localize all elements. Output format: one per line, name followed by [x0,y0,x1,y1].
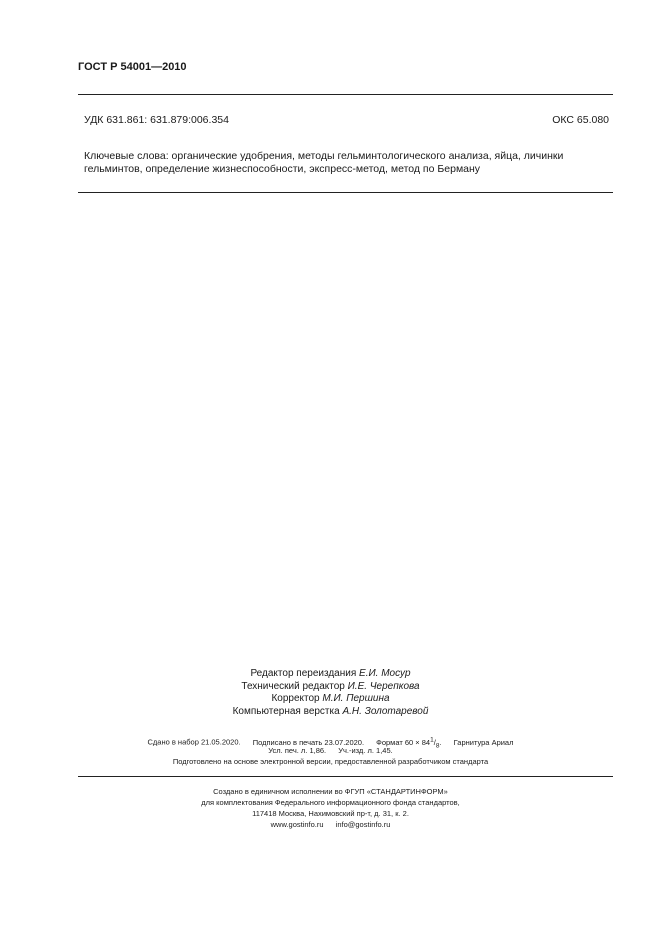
credit-layout-label: Компьютерная верстка [232,705,340,717]
standard-number: ГОСТ Р 54001—2010 [78,61,187,73]
credit-editor [0,668,661,681]
imprint-format: Формат $60 \times 84^1/_8$. [376,736,442,749]
credit-layout [0,706,661,719]
credit-tech-editor [0,681,661,694]
credit-corrector-label: Корректор [271,693,320,704]
credit-corrector-name: М.И. Першина [322,693,390,704]
udk-code: УДК 631.861: 631.879:006.354 [84,114,229,126]
publisher-website-link[interactable]: www.gostinfo.ru [270,820,324,829]
imprint-divider [78,776,613,777]
imprint-prepared: Подготовлено на основе электронной версии, предоставленной разработчиком стандарта [172,757,489,766]
publisher-email-link[interactable]: info@gostinfo.ru [335,820,391,829]
imprint-format-denominator: 8 [435,742,440,749]
credit-tech-editor-label: Технический редактор [241,680,345,692]
credit-tech-editor-name: И.Е. Черепкова [347,680,420,692]
publisher-contacts [0,819,661,830]
credit-corrector [0,693,661,706]
keywords-block [84,150,610,176]
imprint-format-numerator: 1 [430,736,434,743]
imprint-submitted: Сдано в набор 21.05.2020. [147,737,241,747]
imprint-typeface: Гарнитура Ариал [453,737,514,747]
publisher-line-1: Создано в единичном исполнении во ФГУП «СТАНДАРТИНФОРМ» [213,787,448,796]
keywords-line-2: гельминтов, определение жизнеспособности, экспресс-метод, метод по Берману [84,163,481,175]
credit-editor-label: Редактор переиздания [250,668,357,679]
keywords-divider [78,192,613,193]
imprint-format-prefix: Формат 60 × 84 [376,737,431,747]
imprint-line-2 [0,745,661,756]
oks-code: ОКС 65.080 [552,114,609,126]
keywords-line-1: Ключевые слова: органические удобрения, методы гельминтологического анализа, яйца, личинки [84,150,564,162]
publisher-address: 117418 Москва, Нахимовский пр-т, д. 31, к. 2. [252,809,409,818]
top-divider [78,94,613,95]
imprint-signed: Подписано в печать 23.07.2020. [252,737,365,747]
imprint-print-sheets: Усл. печ. л. 1,86. [268,746,327,755]
imprint-publisher-sheets: Уч.-изд. л. 1,45. [338,746,393,755]
credit-layout-name: А.Н. Золотаревой [342,705,429,717]
credits-block [0,668,661,718]
publisher-line-2: для комплектования Федерального информационного фонда стандартов, [201,798,460,807]
credit-editor-name: Е.И. Мосур [359,668,411,679]
